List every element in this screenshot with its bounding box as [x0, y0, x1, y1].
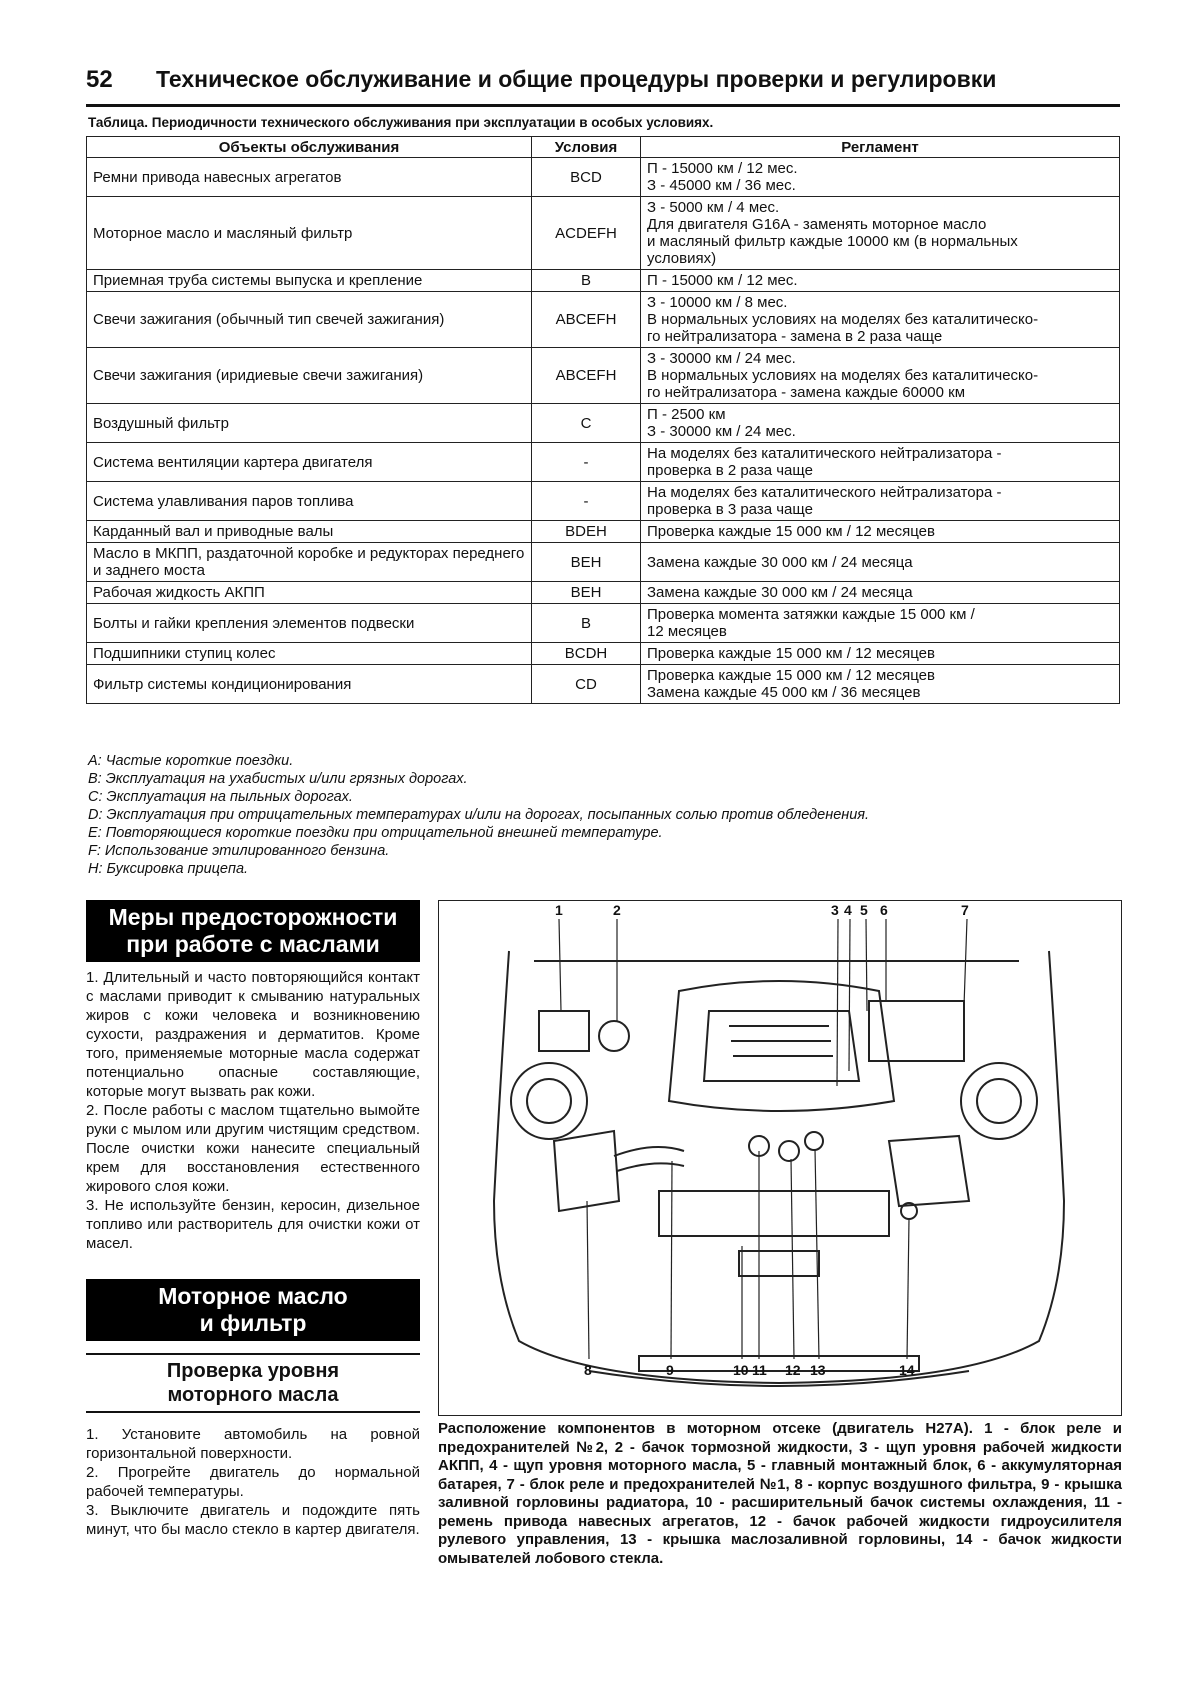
page-header: [86, 66, 1120, 107]
table-row: [87, 521, 1120, 543]
maintenance-object: Подшипники ступиц колес: [87, 643, 532, 665]
banner-line: при работе с маслами: [126, 931, 380, 957]
schedule-line: Проверка каждые 15 000 км / 12 месяцев: [647, 667, 935, 684]
schedule-cell: [641, 482, 1120, 521]
table-row: [87, 582, 1120, 604]
callout-number: 8: [584, 1362, 592, 1378]
engine-bay-figure: [438, 900, 1122, 1416]
schedule-cell: [641, 292, 1120, 348]
legend-item: A: Частые короткие поездки.: [88, 753, 294, 769]
maintenance-object: Приемная труба системы выпуска и крепление: [87, 270, 532, 292]
figure-caption: Расположение компонентов в моторном отсеке (двигатель H27A). 1 - блок реле и предохранителей №2, 2 - бачок тормозной жидкости, 3 - щуп уровня рабочей жидкости АКПП, 4 - щуп уровня моторного масла, 5 - главный монтажный блок, 6 - аккумуляторная батарея, 7 - блок реле и предохранителей №1, 8 - корпус воздушного фильтра, 9 - крышка заливной горловины радиатора, 10 - расширительный бачок системы охлаждения, 11 - ремень привода навесных агрегатов, 12 - бачок рабочей жидкости гидроусилителя рулевого управления, 13 - крышка маслозаливной горловины, 14 - бачок жидкости омывателей лобового стекла.: [438, 1420, 1122, 1567]
conditions-cell: BEH: [532, 543, 641, 582]
schedule-line: З - 30000 км / 24 мес.: [647, 350, 796, 367]
schedule-line: Замена каждые 30 000 км / 24 месяца: [647, 584, 913, 601]
callout-number: 9: [666, 1362, 674, 1378]
schedule-cell: [641, 665, 1120, 704]
table-row: [87, 543, 1120, 582]
table-header-row: [87, 137, 1120, 158]
subheading-line: Проверка уровня: [166, 1360, 340, 1382]
banner-line: Меры предосторожности: [108, 904, 398, 930]
table-row: [87, 604, 1120, 643]
schedule-cell: [641, 582, 1120, 604]
paragraph: 3. Не используйте бензин, керосин, дизельное топливо или растворитель для очистки кожи от масел.: [86, 1197, 420, 1252]
conditions-cell: BCDH: [532, 643, 641, 665]
conditions-cell: ABCEFH: [532, 292, 641, 348]
schedule-cell: [641, 604, 1120, 643]
legend-item: E: Повторяющиеся короткие поездки при отрицательной внешней температуре.: [88, 825, 663, 841]
conditions-cell: BDEH: [532, 521, 641, 543]
schedule-line: проверка в 3 раза чаще: [647, 501, 813, 518]
legend-item: B: Эксплуатация на ухабистых и/или грязных дорогах.: [88, 771, 468, 787]
schedule-line: Для двигателя G16A - заменять моторное масло: [647, 216, 987, 233]
conditions-cell: CD: [532, 665, 641, 704]
schedule-cell: [641, 348, 1120, 404]
callout-number: 11: [752, 1362, 767, 1378]
callout-number: 5: [860, 902, 868, 918]
column-header: Условия: [532, 137, 641, 158]
schedule-line: Проверка каждые 15 000 км / 12 месяцев: [647, 523, 935, 540]
conditions-cell: ABCEFH: [532, 348, 641, 404]
schedule-line: З - 30000 км / 24 мес.: [647, 423, 796, 440]
table-row: [87, 643, 1120, 665]
maintenance-object: Карданный вал и приводные валы: [87, 521, 532, 543]
banner-line: Моторное масло: [158, 1283, 348, 1309]
conditions-cell: C: [532, 404, 641, 443]
callout-number: 1: [555, 902, 563, 918]
legend-item: H: Буксировка прицепа.: [88, 861, 249, 877]
schedule-line: П - 2500 км: [647, 406, 726, 423]
table-row: [87, 197, 1120, 270]
callout-number: 10: [733, 1362, 749, 1378]
schedule-line: В нормальных условиях на моделях без каталитическо-: [647, 367, 1039, 384]
schedule-cell: [641, 643, 1120, 665]
schedule-line: На моделях без каталитического нейтрализатора -: [647, 484, 1002, 501]
paragraph: 1. Длительный и часто повторяющийся контакт с маслами приводит к смыванию натуральных жиров с кожи человека и возникновению сухости, раздражения и дерматитов. Кроме того, применяемые моторные масла содержат потенциально опасные составляющие, которые могут вызвать рак кожи.: [86, 969, 420, 1100]
maintenance-table: [86, 136, 1120, 704]
schedule-line: З - 10000 км / 8 мес.: [647, 294, 788, 311]
schedule-line: Замена каждые 45 000 км / 36 месяцев: [647, 684, 921, 701]
maintenance-object: Воздушный фильтр: [87, 404, 532, 443]
callout-number: 2: [613, 902, 621, 918]
maintenance-object: Фильтр системы кондиционирования: [87, 665, 532, 704]
maintenance-object: Система вентиляции картера двигателя: [87, 443, 532, 482]
engine-bay-diagram: [439, 901, 1121, 1415]
schedule-line: П - 15000 км / 12 мес.: [647, 272, 798, 289]
schedule-cell: [641, 158, 1120, 197]
page-number: 52: [86, 66, 113, 93]
table-row: [87, 443, 1120, 482]
subheading-line: моторного масла: [167, 1384, 339, 1406]
page-title: Техническое обслуживание и общие процедуры проверки и регулировки: [156, 66, 997, 92]
conditions-legend: [88, 752, 1118, 878]
schedule-line: В нормальных условиях на моделях без каталитическо-: [647, 311, 1039, 328]
callout-number: 13: [810, 1362, 826, 1378]
table-row: [87, 348, 1120, 404]
callout-number: 4: [844, 902, 852, 918]
legend-item: C: Эксплуатация на пыльных дорогах.: [88, 789, 353, 805]
schedule-line: З - 5000 км / 4 мес.: [647, 199, 780, 216]
subsection-heading: [86, 1353, 420, 1413]
conditions-cell: BCD: [532, 158, 641, 197]
paragraph: 2. После работы с маслом тщательно вымойте руки с мылом или другим чистящим средством. После очистки кожи нанесите специальный крем для восстановления естественного жирового слоя кожи.: [86, 1102, 420, 1195]
section-banner-oil-precautions: [86, 900, 420, 962]
conditions-cell: ACDEFH: [532, 197, 641, 270]
paragraph: 1. Установите автомобиль на ровной горизонтальной поверхности.: [86, 1426, 420, 1462]
maintenance-object: Масло в МКПП, раздаточной коробке и редукторах переднего и заднего моста: [87, 543, 532, 582]
schedule-line: Проверка момента затяжки каждые 15 000 км /: [647, 606, 975, 623]
schedule-line: проверка в 2 раза чаще: [647, 462, 813, 479]
column-header: Объекты обслуживания: [87, 137, 532, 158]
table-row: [87, 665, 1120, 704]
conditions-cell: -: [532, 443, 641, 482]
conditions-cell: B: [532, 604, 641, 643]
schedule-line: Замена каждые 30 000 км / 24 месяца: [647, 553, 913, 571]
table-row: [87, 270, 1120, 292]
schedule-line: П - 15000 км / 12 мес.: [647, 160, 798, 177]
schedule-line: и масляный фильтр каждые 10000 км (в нормальных: [647, 233, 1018, 250]
left-column: [86, 900, 420, 1539]
table-row: [87, 158, 1120, 197]
schedule-line: З - 45000 км / 36 мес.: [647, 177, 796, 194]
schedule-cell: [641, 197, 1120, 270]
maintenance-object: Моторное масло и масляный фильтр: [87, 197, 532, 270]
table-row: [87, 292, 1120, 348]
maintenance-object: Система улавливания паров топлива: [87, 482, 532, 521]
maintenance-object: Рабочая жидкость АКПП: [87, 582, 532, 604]
callout-number: 7: [961, 902, 969, 918]
section-banner-engine-oil: [86, 1279, 420, 1341]
paragraph: 2. Прогрейте двигатель до нормальной рабочей температуры.: [86, 1464, 420, 1500]
schedule-cell: [641, 404, 1120, 443]
banner-line: и фильтр: [199, 1310, 307, 1336]
schedule-cell: [641, 443, 1120, 482]
paragraph: 3. Выключите двигатель и подождите пять минут, что бы масло стекло в картер двигателя.: [86, 1502, 420, 1538]
table-row: [87, 404, 1120, 443]
schedule-line: условиях): [647, 250, 717, 267]
conditions-cell: B: [532, 270, 641, 292]
schedule-line: На моделях без каталитического нейтрализатора -: [647, 445, 1002, 462]
table-row: [87, 482, 1120, 521]
schedule-line: го нейтрализатора - замена в 2 раза чаще: [647, 328, 943, 345]
column-header: Регламент: [641, 137, 1120, 158]
callout-number: 12: [785, 1362, 801, 1378]
callout-number: 3: [831, 902, 839, 918]
oil-check-steps: [86, 1425, 420, 1539]
legend-item: F: Использование этилированного бензина.: [88, 843, 390, 859]
maintenance-object: Свечи зажигания (обычный тип свечей зажигания): [87, 292, 532, 348]
maintenance-object: Болты и гайки крепления элементов подвески: [87, 604, 532, 643]
oil-precautions-text: [86, 968, 420, 1253]
schedule-line: го нейтрализатора - замена каждые 60000 км: [647, 384, 966, 401]
schedule-line: 12 месяцев: [647, 623, 727, 640]
schedule-cell: [641, 521, 1120, 543]
table-caption: Таблица. Периодичности технического обслуживания при эксплуатации в особых условиях.: [88, 115, 714, 130]
legend-item: D: Эксплуатация при отрицательных температурах и/или на дорогах, посыпанных солью против обледенения.: [88, 807, 870, 823]
schedule-cell: [641, 270, 1120, 292]
maintenance-object: Свечи зажигания (иридиевые свечи зажигания): [87, 348, 532, 404]
callout-number: 14: [899, 1362, 915, 1378]
conditions-cell: BEH: [532, 582, 641, 604]
maintenance-object: Ремни привода навесных агрегатов: [87, 158, 532, 197]
callout-number: 6: [880, 902, 888, 918]
schedule-line: Проверка каждые 15 000 км / 12 месяцев: [647, 645, 935, 662]
conditions-cell: -: [532, 482, 641, 521]
schedule-cell: [641, 543, 1120, 582]
